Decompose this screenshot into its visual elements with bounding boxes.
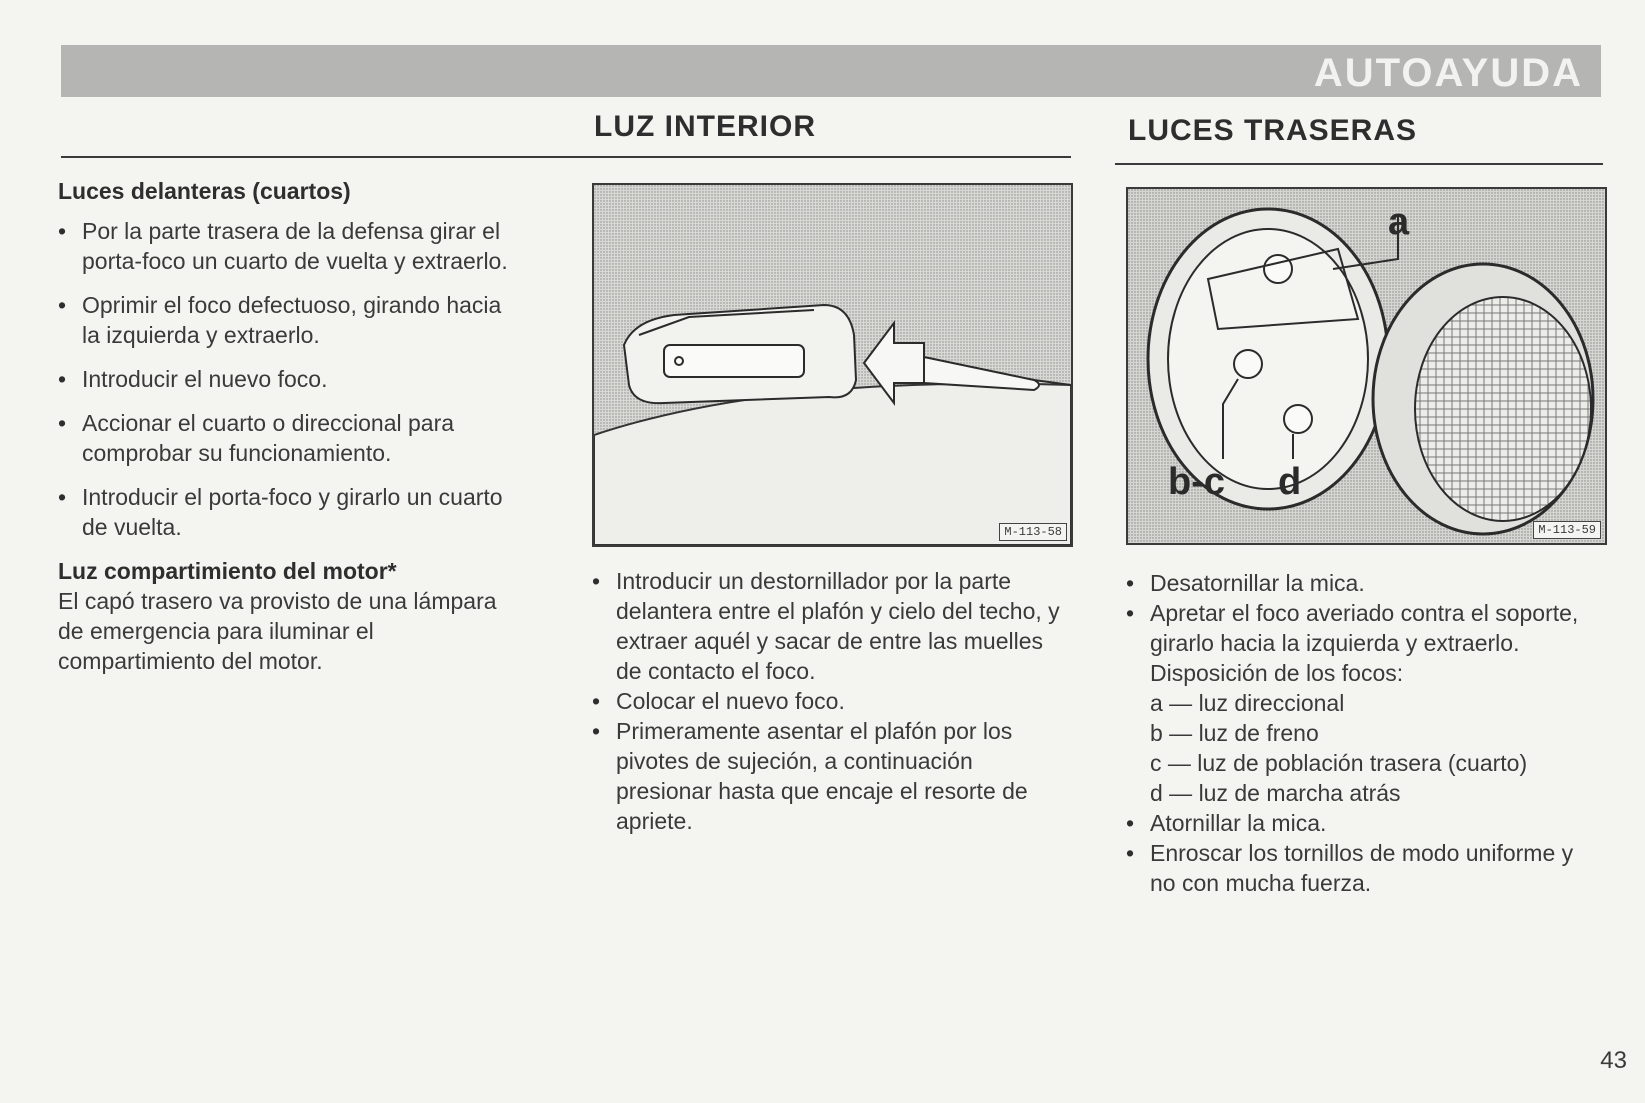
list-item: • Enroscar los tornillos de modo uniforme y no con mucha fuerza. (1126, 838, 1601, 898)
list-item: • Introducir el porta-foco y girarlo un cuarto de vuelta. (58, 482, 520, 542)
legend-item: b — luz de freno (1150, 720, 1319, 746)
rule-right (1115, 163, 1603, 165)
rule-left (61, 156, 1071, 158)
interior-steps (592, 566, 1062, 836)
list-item: • Introducir el nuevo foco. (58, 364, 520, 394)
engine-light-heading: Luz compartimiento del motor* (58, 558, 397, 584)
legend-item: a — luz direccional (1150, 690, 1345, 716)
legend-item: d — luz de marcha atrás (1150, 780, 1401, 806)
left-column (58, 176, 520, 676)
page-number: 43 (1600, 1047, 1627, 1074)
list-item: • Desatornillar la mica. (1126, 568, 1601, 598)
interior-steps-column (592, 566, 1062, 836)
rear-steps-column (1126, 568, 1601, 898)
interior-light-drawing (594, 185, 1071, 545)
label-a: a (1388, 201, 1410, 243)
front-lights-steps (58, 216, 520, 542)
list-item: • Colocar el nuevo foco. (592, 686, 1062, 716)
list-item: • Por la parte trasera de la defensa girar el porta-foco un cuarto de vuelta y extraerlo. (58, 216, 520, 276)
interior-light-illustration (592, 183, 1073, 547)
rear-steps (1126, 568, 1601, 658)
header-banner (61, 45, 1601, 97)
banner-title: AUTOAYUDA (1313, 51, 1583, 95)
step-text: Apretar el foco averiado contra el soporte, girarlo hacia la izquierda y extraerlo. (1150, 600, 1579, 656)
list-item: • Introducir un destornillador por la parte delantera entre el plafón y cielo del techo, y extraer aquél y sacar de entre las muelles de contacto el foco. (592, 566, 1062, 686)
label-d: d (1278, 461, 1302, 503)
rear-lights-illustration (1126, 187, 1607, 545)
rear-heading: LUCES TRASERAS (1128, 114, 1418, 147)
front-lights-heading: Luces delanteras (cuartos) (58, 178, 351, 204)
list-item: • Accionar el cuarto o direccional para comprobar su funcionamiento. (58, 408, 520, 468)
interior-heading: LUZ INTERIOR (594, 110, 816, 143)
list-item: • Primeramente asentar el plafón por los pivotes de sujeción, a continuación presionar hasta que encaje el resorte de apriete. (592, 716, 1062, 836)
engine-light-text: El capó trasero va provisto de una lámpara de emergencia para iluminar el compartimiento del motor. (58, 588, 497, 674)
figure-code: M-113-58 (999, 523, 1067, 541)
arrangement-title: Disposición de los focos: (1150, 660, 1404, 686)
figure-code: M-113-59 (1533, 521, 1601, 539)
list-item (1126, 598, 1601, 658)
rear-steps-final (1126, 808, 1601, 898)
legend-item: c — luz de población trasera (cuarto) (1150, 750, 1528, 776)
label-b-c: b-c (1168, 461, 1225, 503)
list-item: • Atornillar la mica. (1126, 808, 1601, 838)
list-item: • Oprimir el foco defectuoso, girando hacia la izquierda y extraerlo. (58, 290, 520, 350)
